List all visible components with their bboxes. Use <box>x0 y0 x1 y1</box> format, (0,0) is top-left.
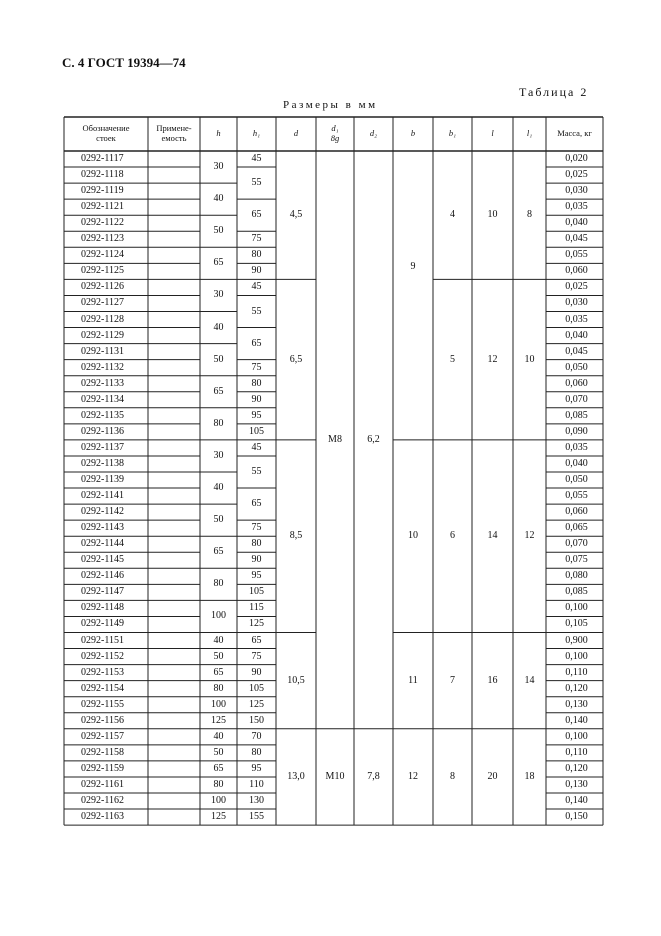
row-mass: 0,025 <box>565 281 588 293</box>
cell-h: 65 <box>213 385 224 397</box>
cell-h: 40 <box>213 482 224 494</box>
row-mass: 0,060 <box>565 506 588 518</box>
cell-h1: 105 <box>249 586 264 598</box>
cell-h1: 55 <box>251 305 262 317</box>
header-h: h <box>216 128 221 139</box>
row-code: 0292-1157 <box>81 730 124 742</box>
cell-h: 30 <box>213 449 224 461</box>
cell-b1: 6 <box>450 530 455 542</box>
cell-h1: 125 <box>249 618 264 630</box>
header-d2: d₂ <box>369 128 378 139</box>
cell-d: 8,5 <box>289 530 303 542</box>
cell-h1: 75 <box>251 361 262 373</box>
cell-l1: 10 <box>524 353 535 365</box>
cell-b: 12 <box>408 770 418 782</box>
row-code: 0292-1124 <box>81 249 124 261</box>
cell-h: 125 <box>211 714 226 726</box>
cell-h: 40 <box>213 193 224 205</box>
row-code: 0292-1142 <box>81 506 124 518</box>
cell-d1: M8 <box>328 433 342 445</box>
cell-h1: 80 <box>251 249 262 261</box>
cell-h: 80 <box>213 417 224 429</box>
cell-b: 9 <box>410 260 416 272</box>
row-code: 0292-1138 <box>81 457 124 469</box>
row-mass: 0,080 <box>565 570 588 582</box>
cell-b1: 4 <box>450 209 455 221</box>
row-mass: 0,100 <box>565 602 588 614</box>
row-code: 0292-1144 <box>81 538 124 550</box>
row-mass: 0,120 <box>565 762 588 774</box>
cell-h1: 125 <box>249 698 264 710</box>
row-mass: 0,030 <box>565 297 588 309</box>
header-l: l <box>491 128 494 139</box>
cell-h: 50 <box>213 514 224 526</box>
cell-h: 80 <box>213 578 224 590</box>
row-code: 0292-1152 <box>81 650 124 662</box>
row-code: 0292-1134 <box>81 393 124 405</box>
row-mass: 0,040 <box>565 329 588 341</box>
row-mass: 0,085 <box>565 409 588 421</box>
row-code: 0292-1136 <box>81 425 124 437</box>
cell-b1: 7 <box>450 674 455 686</box>
header-l1: l₁ <box>526 128 533 139</box>
table-label: Таблица 2 <box>519 85 589 99</box>
cell-d: 10,5 <box>287 674 305 686</box>
cell-h1: 150 <box>249 714 264 726</box>
row-code: 0292-1162 <box>81 795 124 807</box>
row-code: 0292-1146 <box>81 570 124 582</box>
row-code: 0292-1156 <box>81 714 124 726</box>
row-mass: 0,050 <box>565 474 588 486</box>
cell-h1: 75 <box>251 650 262 662</box>
cell-l: 12 <box>487 353 498 365</box>
row-mass: 0,020 <box>565 153 588 165</box>
row-mass: 0,030 <box>565 185 588 197</box>
cell-d: 13,0 <box>287 770 305 782</box>
table-caption: Размеры в мм <box>283 99 378 111</box>
cell-h1: 65 <box>251 498 262 510</box>
cell-h1: 45 <box>251 281 262 293</box>
row-code: 0292-1119 <box>81 185 124 197</box>
cell-b: 10 <box>408 530 418 542</box>
row-code: 0292-1137 <box>81 441 124 453</box>
row-mass: 0,130 <box>565 698 588 710</box>
row-mass: 0,025 <box>565 169 588 181</box>
row-mass: 0,055 <box>565 490 588 502</box>
row-code: 0292-1129 <box>81 329 124 341</box>
cell-h1: 80 <box>251 538 262 550</box>
row-mass: 0,045 <box>565 233 588 245</box>
row-mass: 0,130 <box>565 778 588 790</box>
row-code: 0292-1121 <box>81 201 124 213</box>
row-mass: 0,085 <box>565 586 588 598</box>
header-b: b <box>410 128 416 139</box>
cell-h1: 75 <box>251 233 262 245</box>
cell-h1: 65 <box>251 634 262 646</box>
cell-l: 10 <box>487 209 498 221</box>
cell-h1: 75 <box>251 522 262 534</box>
row-code: 0292-1153 <box>81 666 124 678</box>
row-code: 0292-1159 <box>81 762 124 774</box>
row-code: 0292-1117 <box>81 153 124 165</box>
row-code: 0292-1139 <box>81 474 124 486</box>
cell-l1: 14 <box>524 674 535 686</box>
row-mass: 0,070 <box>565 538 588 550</box>
cell-h1: 65 <box>251 209 262 221</box>
cell-h1: 90 <box>251 393 262 405</box>
row-code: 0292-1141 <box>81 490 124 502</box>
cell-d2: 6,2 <box>367 433 380 445</box>
cell-d1: M10 <box>325 770 345 782</box>
cell-h: 65 <box>213 257 224 269</box>
row-mass: 0,035 <box>565 313 588 325</box>
cell-h1: 80 <box>251 746 262 758</box>
row-mass: 0,040 <box>565 457 588 469</box>
row-code: 0292-1118 <box>81 169 124 181</box>
row-code: 0292-1148 <box>81 602 124 614</box>
row-mass: 0,060 <box>565 377 588 389</box>
row-mass: 0,900 <box>565 634 588 646</box>
row-code: 0292-1155 <box>81 698 124 710</box>
cell-h: 100 <box>211 795 226 807</box>
cell-h1: 55 <box>251 466 262 477</box>
header-h1: h₁ <box>252 128 261 139</box>
cell-h1: 105 <box>249 682 264 694</box>
cell-h: 50 <box>213 353 224 365</box>
row-mass: 0,040 <box>565 217 588 229</box>
cell-h1: 90 <box>251 265 262 277</box>
row-code: 0292-1131 <box>81 345 124 357</box>
cell-h1: 90 <box>251 554 262 566</box>
cell-h1: 95 <box>251 409 262 421</box>
cell-h: 50 <box>213 650 224 662</box>
row-mass: 0,100 <box>565 650 588 662</box>
row-code: 0292-1163 <box>81 811 124 823</box>
cell-b1: 5 <box>450 353 455 365</box>
header-designation: Обозначение стоек <box>82 123 130 143</box>
row-code: 0292-1161 <box>81 778 124 790</box>
cell-h1: 55 <box>251 177 262 189</box>
row-code: 0292-1158 <box>81 746 124 758</box>
cell-h1: 70 <box>251 730 262 742</box>
cell-h1: 45 <box>251 153 262 165</box>
row-mass: 0,110 <box>565 746 588 758</box>
cell-h1: 65 <box>251 337 262 349</box>
cell-h: 65 <box>213 762 224 774</box>
row-mass: 0,150 <box>565 811 588 823</box>
cell-h: 65 <box>213 666 224 678</box>
row-mass: 0,100 <box>565 730 588 742</box>
row-code: 0292-1151 <box>81 634 124 646</box>
cell-d2: 7,8 <box>367 770 380 782</box>
row-code: 0292-1127 <box>81 297 124 309</box>
header-usage: Примене- емость <box>156 123 192 143</box>
cell-h: 125 <box>211 811 226 823</box>
cell-h: 50 <box>213 225 224 237</box>
row-code: 0292-1122 <box>81 217 124 229</box>
row-code: 0292-1123 <box>81 233 124 245</box>
row-mass: 0,140 <box>565 795 588 807</box>
cell-h: 50 <box>213 746 224 758</box>
cell-l1: 18 <box>524 770 535 782</box>
row-code: 0292-1145 <box>81 554 124 566</box>
cell-h1: 105 <box>249 425 264 437</box>
cell-h1: 80 <box>251 377 262 389</box>
cell-h: 65 <box>213 546 224 558</box>
row-code: 0292-1149 <box>81 618 124 630</box>
cell-h: 30 <box>213 161 224 173</box>
cell-h: 40 <box>213 730 224 742</box>
row-code: 0292-1125 <box>81 265 124 277</box>
cell-d: 4,5 <box>289 209 303 221</box>
cell-h: 80 <box>213 682 224 694</box>
header-mass: Масса, кг <box>557 128 592 139</box>
cell-h1: 90 <box>251 666 262 678</box>
page-header: С. 4 ГОСТ 19394—74 <box>62 55 186 70</box>
header-d1: d₁ 8g <box>330 123 340 143</box>
cell-b1: 8 <box>450 770 455 782</box>
row-mass: 0,090 <box>565 425 588 437</box>
row-code: 0292-1128 <box>81 313 124 325</box>
cell-h: 30 <box>213 289 224 301</box>
row-mass: 0,075 <box>565 554 588 566</box>
cell-h1: 95 <box>251 762 262 774</box>
header-b1: b₁ <box>448 128 457 139</box>
row-code: 0292-1154 <box>81 682 124 694</box>
row-mass: 0,065 <box>565 522 588 534</box>
cell-h: 100 <box>211 610 226 622</box>
cell-h1: 110 <box>249 778 264 790</box>
cell-h1: 155 <box>249 811 264 823</box>
cell-h: 100 <box>211 698 226 710</box>
row-mass: 0,050 <box>565 361 588 373</box>
cell-d: 6,5 <box>289 353 303 365</box>
header-d: d <box>293 128 299 139</box>
cell-h: 40 <box>213 634 224 646</box>
cell-l: 14 <box>487 530 498 542</box>
row-code: 0292-1143 <box>81 522 124 534</box>
row-mass: 0,060 <box>565 265 588 277</box>
row-mass: 0,070 <box>565 393 588 405</box>
cell-h1: 45 <box>251 441 262 453</box>
cell-h1: 130 <box>249 795 264 807</box>
row-mass: 0,120 <box>565 682 588 694</box>
row-mass: 0,140 <box>565 714 588 726</box>
cell-b: 11 <box>408 674 418 686</box>
row-code: 0292-1132 <box>81 361 124 373</box>
row-mass: 0,035 <box>565 201 588 213</box>
row-mass: 0,035 <box>565 441 588 453</box>
row-code: 0292-1126 <box>81 281 124 293</box>
cell-h: 80 <box>213 778 224 790</box>
cell-l1: 12 <box>524 530 535 542</box>
row-mass: 0,055 <box>565 249 588 261</box>
row-mass: 0,045 <box>565 345 588 357</box>
row-mass: 0,110 <box>565 666 588 678</box>
row-mass: 0,105 <box>565 618 588 630</box>
row-code: 0292-1133 <box>81 377 124 389</box>
cell-l: 16 <box>487 674 498 686</box>
row-code: 0292-1135 <box>81 409 124 421</box>
row-code: 0292-1147 <box>81 586 124 598</box>
cell-l: 20 <box>487 770 498 782</box>
cell-h: 40 <box>213 321 224 333</box>
cell-l1: 8 <box>527 209 532 221</box>
cell-h1: 115 <box>249 602 264 614</box>
cell-h1: 95 <box>251 570 262 582</box>
